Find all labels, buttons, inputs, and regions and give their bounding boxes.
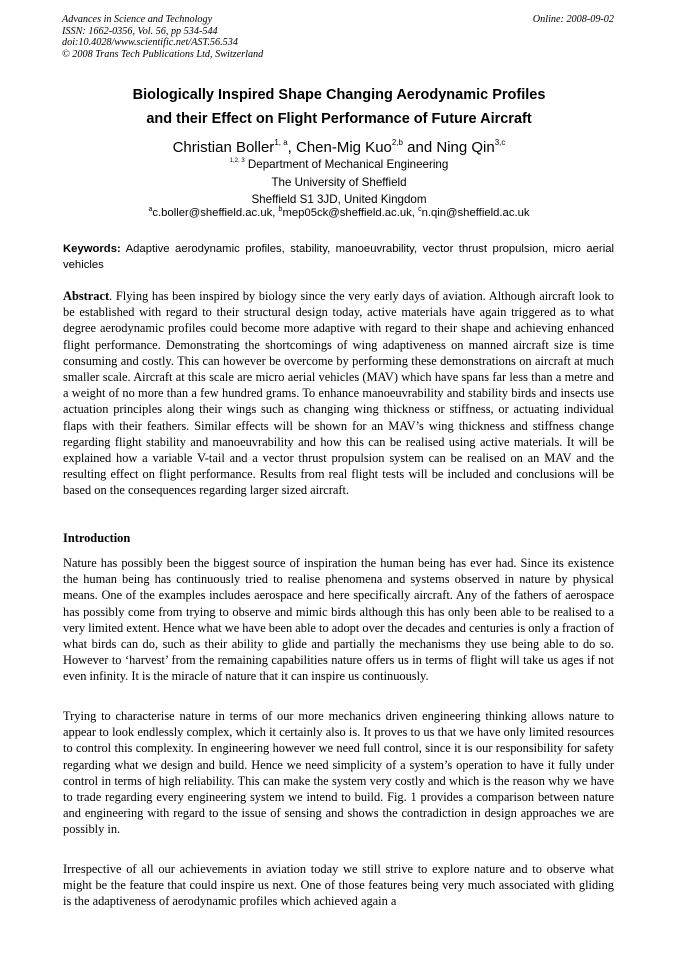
keywords-label: Keywords: [63,243,121,255]
abstract-text: . Flying has been inspired by biology since the very early days of aviation. Although aircraft look to be established with regard to their structural design today, active materials have again triggered as to what degree aerodynamic profiles could become more adaptive with regard to their shape and achieving enhanced flight performance. Demonstrating the shortcomings of wing adaptiveness on manned aircraft size is time consuming and costly. This can however be overcome by performing these demonstrations on aircraft at much smaller scale. Aircraft at this scale are micro aerial vehicles (MAV) which have spans far less than a metre and a weight of no more than a few hundred grams. To enhance manoeuvrability and stability birds and insects use actuation principles along their wings such as changing wing thickness or stiffness, or actuating individual flaps with their feathers. Similar effects will be shown for an MAV’s wing thickness and stiffness change regarding flight stability and manoeuvrability and how this can be realised using active materials. It will be explained how a variable V-tail and a vector thrust propulsion system can be realised on an MAV and the resulting effect on flight performance. Results from real flight tests will be included and conclusions will be based on the consequences regarding larger sized aircraft. [63,289,614,498]
introduction-paragraph-2: Trying to characterise nature in terms of our more mechanics driven engineering thinking allows nature to appear to look endlessly complex, which it certainly also is. It proves to us that we have only limited resources to control this complexity. In engineering however we need full control, since it is our responsibility for safety regarding what we design and build. Hence we need simplicity of a system’s operation to have it fully under control in terms of high reliability. This can make the system very costly and which is the reason why we have to trade regarding every engineering system we intend to build. Fig. 1 provides a comparison between nature and engineering with regard to the issue of sensing and shows the contradiction in design approaches we are possibly in. [63,709,614,837]
author-list [0,138,678,158]
author-1-sup: 1, a [274,138,288,147]
email-b-sup: b [278,206,283,213]
email-list [0,206,678,221]
affiliation [0,156,678,209]
email-a: c.boller@sheffield.ac.uk, [152,207,279,219]
paper-title [40,83,638,131]
author-2-sup: 2,b [391,138,403,147]
email-c: n.qin@sheffield.ac.uk [421,207,530,219]
abstract-label: Abstract [63,289,110,303]
abstract [63,288,614,499]
doi-line: doi:10.4028/www.scientific.net/AST.56.534 [62,37,238,49]
author-3-sup: 3,c [494,138,506,147]
affiliation-dept: Department of Mechanical Engineering [244,158,449,171]
author-3-name: and Ning Qin [403,139,495,156]
section-heading-introduction: Introduction [63,531,131,545]
author-2-name: , Chen-Mig Kuo [287,139,392,156]
page-header [62,14,614,60]
introduction-paragraph-1: Nature has possibly been the biggest source of inspiration the human being has ever had. Since its existence the human being has continuously tried to realise phenomena and systems observed in nature by physical means. One of the examples includes aerospace and here specifically aircraft. Any of the fathers of aerospace has possibly come from trying to observe and mimic birds although this has only been able to be realised to a very limited extent. Hence what we have been able to adopt over the decades and centuries is only a fraction of what birds can do, such as their ability to glide and partially the mechanisms they use being able to do so. However to ‘harvest’ from the remaining capabilities nature offers us in terms of flight will take us ages if not even infinity. It is the miracle of nature that it can inspire us continuously. [63,556,614,684]
introduction-paragraph-3: Irrespective of all our achievements in aviation today we still strive to explore nature and to observe what might be the feature that could inspire us next. One of those features being very much associated with gliding is the adaptiveness of aerodynamic profiles which achieved again a [63,862,614,909]
author-1-name: Christian Boller [172,139,275,156]
email-c-sup: c [418,206,422,213]
journal-name: Advances in Science and Technology [62,14,213,25]
online-date: Online: 2008-09-02 [532,14,614,25]
affiliation-university: The University of Sheffield [271,175,407,189]
title-line-2: and their Effect on Flight Performance of Future Aircraft [146,111,532,127]
title-line-1: Biologically Inspired Shape Changing Aerodynamic Profiles [132,87,546,103]
email-a-sup: a [148,206,153,213]
copyright-line: © 2008 Trans Tech Publications Ltd, Switzerland [62,48,264,60]
email-b: mep05ck@sheffield.ac.uk, [282,207,419,219]
keywords [63,241,614,273]
affiliation-sup: 1,2, 3 [229,158,245,164]
keywords-text: Adaptive aerodynamic profiles, stability, manoeuvrability, vector thrust propulsion, micro aerial vehicles [63,243,614,271]
issn-line: ISSN: 1662-0356, Vol. 56, pp 534-544 [62,25,218,37]
affiliation-address: Sheffield S1 3JD, United Kingdom [251,193,427,206]
